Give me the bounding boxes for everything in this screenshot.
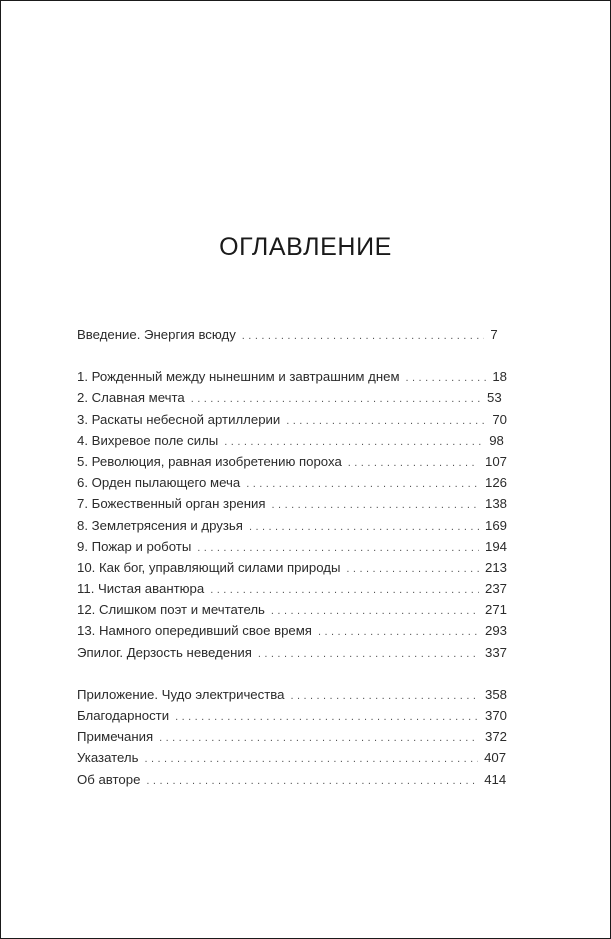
toc-entry bbox=[77, 620, 507, 641]
dot-leader bbox=[318, 622, 479, 643]
dot-leader bbox=[290, 686, 479, 707]
toc-entry-page-number: 53 bbox=[487, 390, 502, 406]
toc-entry-page-number: 70 bbox=[492, 411, 507, 427]
dot-leader bbox=[224, 432, 483, 453]
dot-leader bbox=[272, 495, 479, 516]
toc-entry-page-number: 358 bbox=[484, 686, 507, 702]
toc-entry-title: Эпилог. Дерзость неведения bbox=[77, 644, 252, 660]
toc-entry-page-number: 372 bbox=[484, 729, 507, 745]
toc-entry-title: Об авторе bbox=[77, 771, 141, 787]
dot-leader bbox=[175, 707, 479, 728]
dot-leader bbox=[249, 517, 479, 538]
dot-leader bbox=[242, 326, 485, 347]
toc-entry-title: 2. Славная мечта bbox=[77, 390, 185, 406]
toc-entry-title: 5. Революция, равная изобретению пороха bbox=[77, 453, 342, 469]
toc-entry-title: Указатель bbox=[77, 750, 139, 766]
toc-entry bbox=[77, 684, 507, 705]
dot-leader bbox=[271, 601, 479, 622]
toc-entry bbox=[77, 324, 507, 345]
toc-entry bbox=[77, 769, 507, 790]
toc-entry-page-number: 126 bbox=[484, 475, 507, 491]
dot-leader bbox=[197, 538, 479, 559]
toc-entry bbox=[77, 409, 507, 430]
toc-entry bbox=[77, 387, 507, 408]
toc-entry-title: Приложение. Чудо электричества bbox=[77, 686, 285, 702]
toc-entry-page-number: 407 bbox=[484, 750, 507, 766]
toc-entry-page-number: 138 bbox=[484, 496, 507, 512]
toc-entry bbox=[77, 472, 507, 493]
dot-leader bbox=[406, 368, 487, 389]
toc-entry-page-number: 107 bbox=[484, 453, 507, 469]
toc-entry bbox=[77, 430, 507, 451]
dot-leader bbox=[286, 411, 486, 432]
toc-entry-page-number: 370 bbox=[484, 708, 507, 723]
toc-entry-page-number: 18 bbox=[492, 369, 507, 385]
toc-group-appendix bbox=[77, 684, 507, 790]
toc-entry bbox=[77, 747, 507, 768]
toc-entry-page-number: 293 bbox=[484, 623, 507, 639]
dot-leader bbox=[144, 749, 478, 770]
toc-entry-title: 1. Рожденный между нынешним и завтрашним днем bbox=[77, 369, 400, 385]
toc-entry-page-number: 271 bbox=[484, 602, 507, 618]
toc-entry-title: 3. Раскаты небесной артиллерии bbox=[77, 411, 281, 427]
toc-entry-title: Благодарности bbox=[77, 708, 170, 723]
toc-entry bbox=[77, 642, 507, 663]
toc-entry-title: 9. Пожар и роботы bbox=[77, 538, 192, 554]
dot-leader bbox=[246, 474, 479, 495]
toc-entry-title: 6. Орден пылающего меча bbox=[77, 475, 241, 491]
toc-entry-title: Примечания bbox=[77, 729, 154, 745]
toc-entry bbox=[77, 599, 507, 620]
toc-entry bbox=[77, 705, 507, 726]
toc-group-chapters bbox=[77, 366, 507, 663]
toc-entry-title: 13. Намного опередивший свое время bbox=[77, 623, 312, 639]
toc-entry bbox=[77, 557, 507, 578]
toc-entry bbox=[77, 366, 507, 387]
toc-entry-page-number: 169 bbox=[484, 517, 507, 533]
dot-leader bbox=[348, 453, 479, 474]
toc-entry bbox=[77, 493, 507, 514]
dot-leader bbox=[159, 728, 479, 749]
toc-entry-title: 11. Чистая авантюра bbox=[77, 581, 205, 597]
toc-entry-title: 7. Божественный орган зрения bbox=[77, 496, 266, 512]
toc-entry bbox=[77, 451, 507, 472]
toc-entry-title: 10. Как бог, управляющий силами природы bbox=[77, 559, 341, 575]
toc-entry-page-number: 194 bbox=[484, 538, 507, 554]
toc-entry-title: 8. Землетрясения и друзья bbox=[77, 517, 243, 533]
toc-entry bbox=[77, 536, 507, 557]
toc-entry-page-number: 414 bbox=[484, 771, 507, 787]
dot-leader bbox=[258, 644, 479, 665]
toc-entry-title: Введение. Энергия всюду bbox=[77, 327, 236, 342]
toc-entry-title: 4. Вихревое поле силы bbox=[77, 432, 219, 448]
toc-entry-page-number: 337 bbox=[484, 644, 507, 660]
toc-entry-page-number: 7 bbox=[490, 327, 498, 342]
toc-entry bbox=[77, 515, 507, 536]
toc-entry-page-number: 237 bbox=[484, 581, 507, 597]
toc-entry-page-number: 213 bbox=[484, 559, 507, 575]
toc-entry-title: 12. Слишком поэт и мечтатель bbox=[77, 602, 265, 618]
table-of-contents bbox=[77, 324, 507, 811]
dot-leader bbox=[146, 771, 478, 792]
page-title: ОГЛАВЛЕНИЕ bbox=[219, 233, 392, 261]
toc-entry-page-number: 98 bbox=[489, 432, 504, 448]
toc-entry bbox=[77, 726, 507, 747]
toc-entry bbox=[77, 578, 507, 599]
toc-group-intro bbox=[77, 324, 507, 345]
dot-leader bbox=[346, 559, 479, 580]
dot-leader bbox=[191, 389, 481, 410]
dot-leader bbox=[210, 580, 479, 601]
